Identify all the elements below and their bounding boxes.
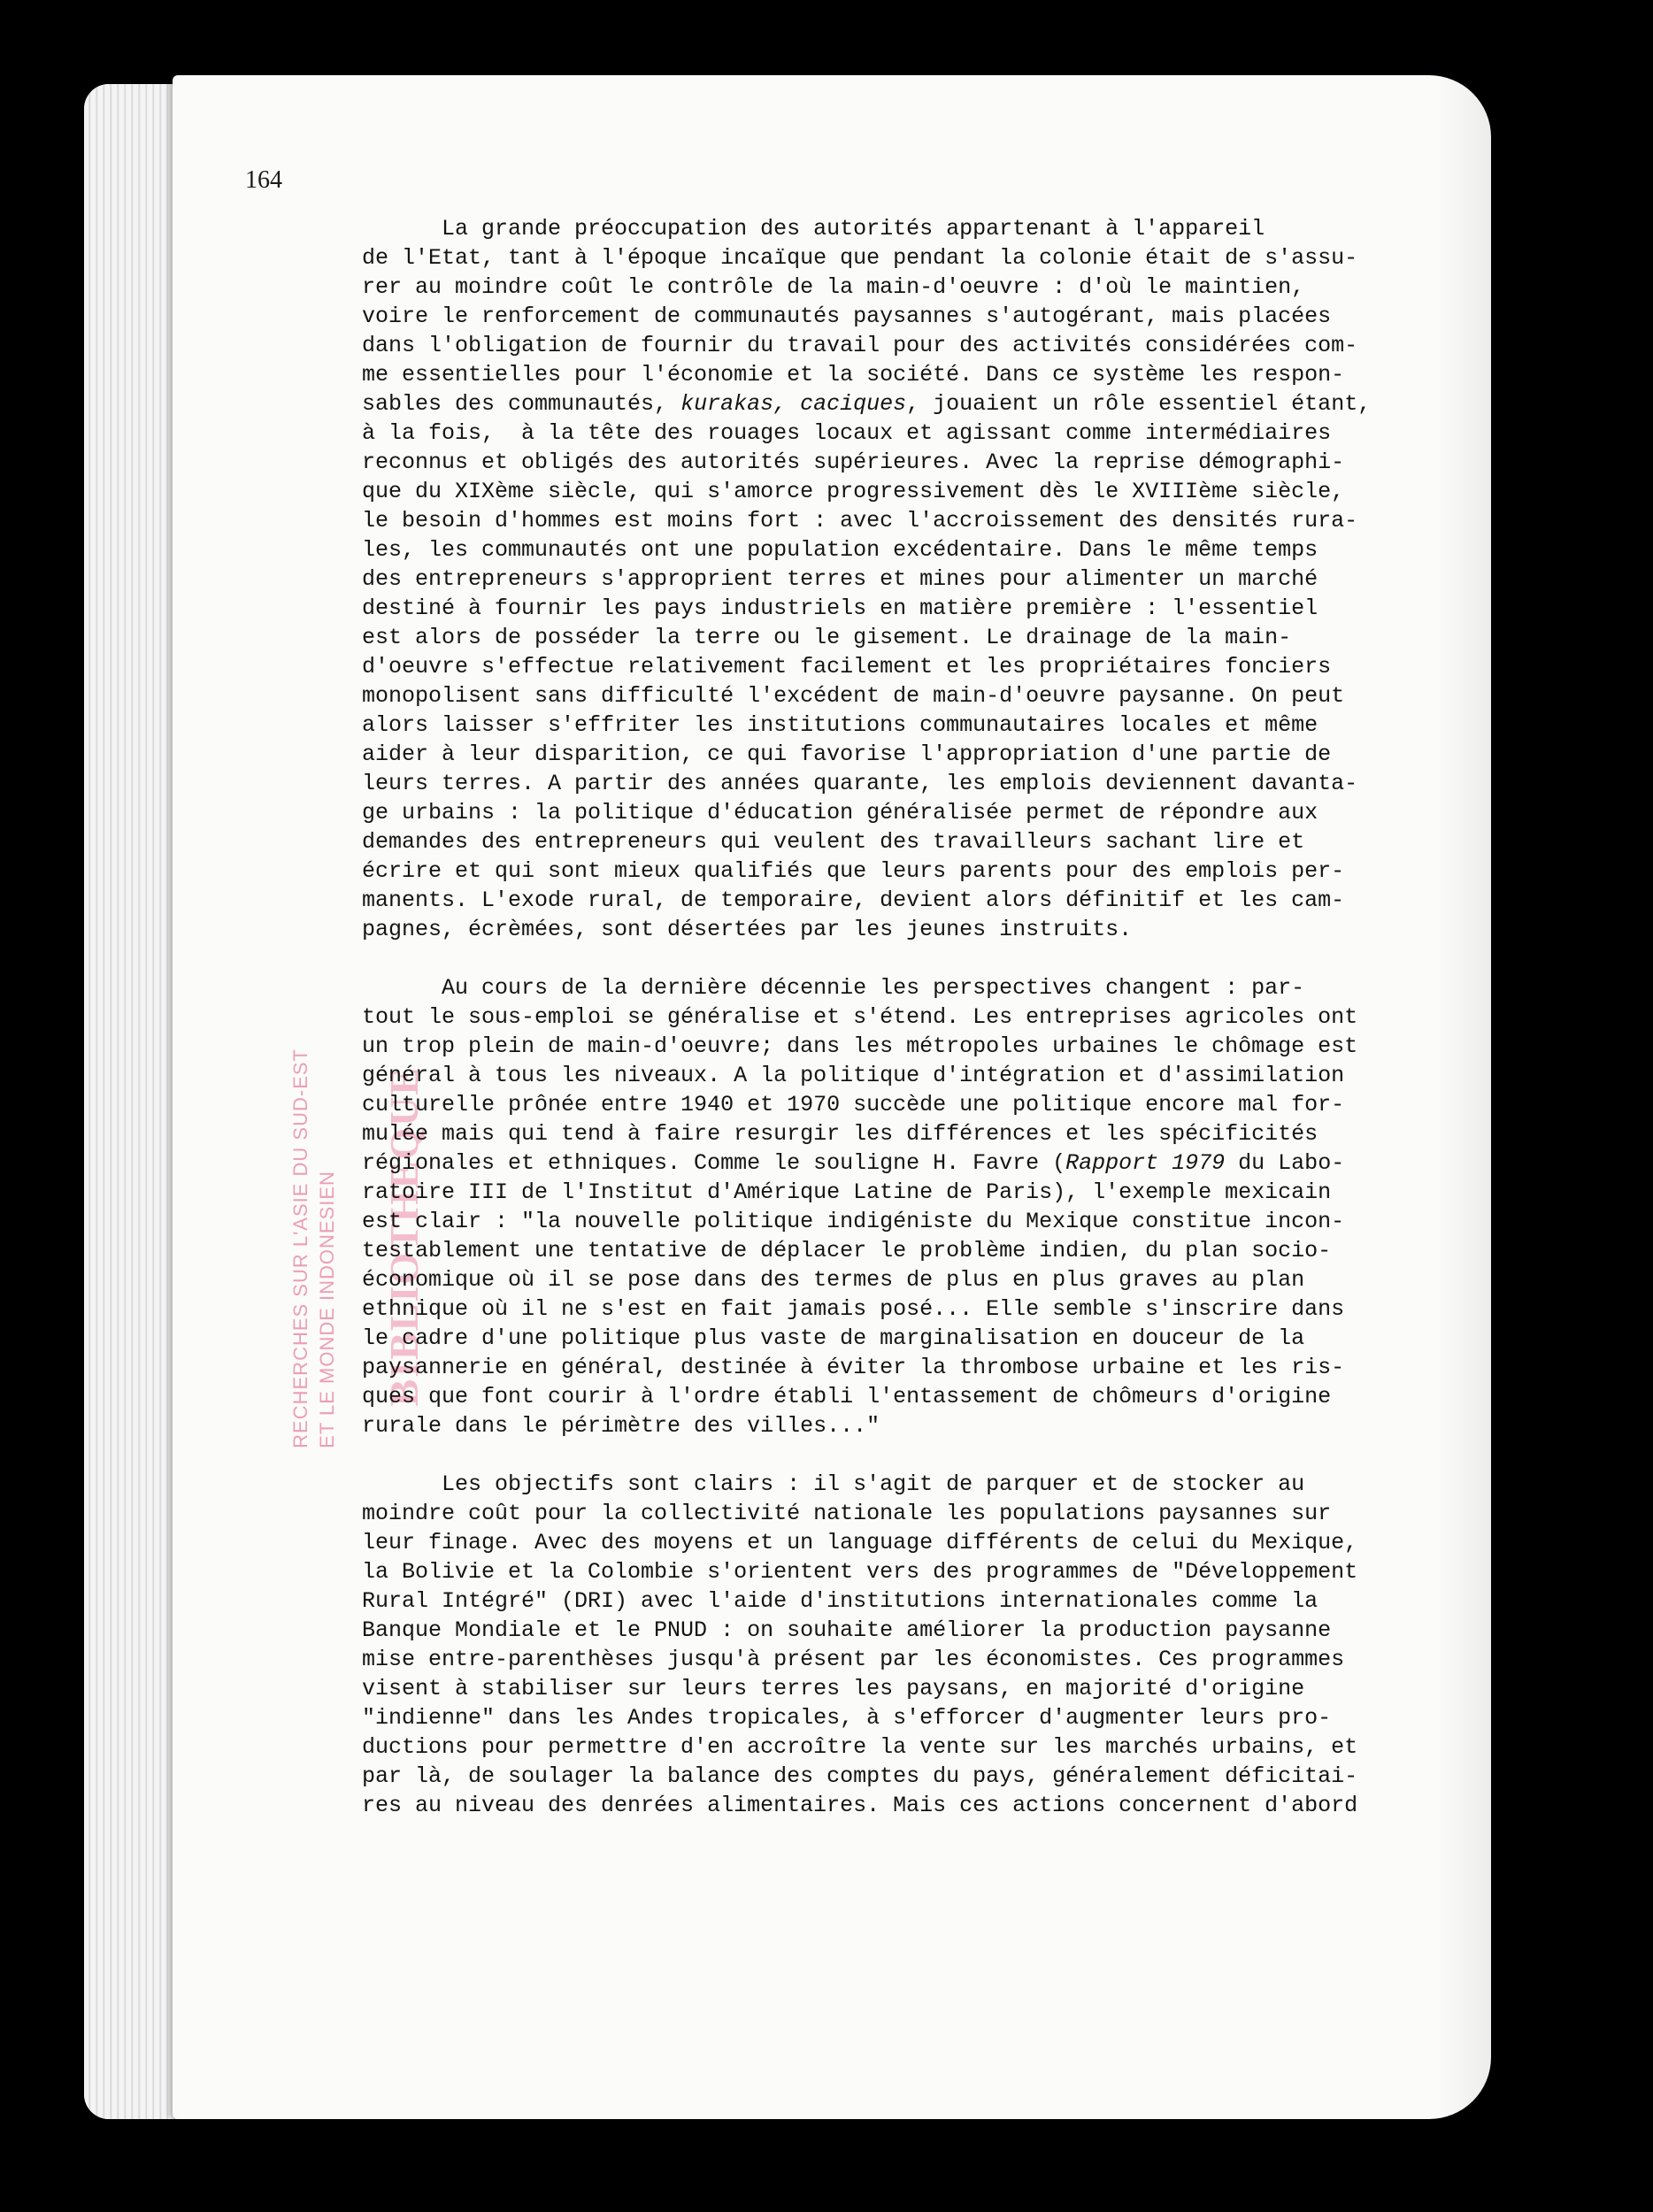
text-line: de l'Etat, tant à l'époque incaïque que pendant la colonie était de s'assu-	[362, 245, 1358, 271]
text-line: régionales et ethniques. Comme le souligne H. Favre (Rapport 1979 du Labo-	[362, 1150, 1345, 1176]
text-line: reconnus et obligés des autorités supérieures. Avec la reprise démographi-	[362, 449, 1345, 475]
text-line: général à tous les niveaux. A la politique d'intégration et d'assimilation	[362, 1063, 1345, 1088]
text-line: paysannerie en général, destinée à éviter la thrombose urbaine et les ris-	[362, 1355, 1345, 1380]
text-line: est clair : "la nouvelle politique indigéniste du Mexique constitue incon-	[362, 1209, 1345, 1234]
text-line: tout le sous-emploi se généralise et s'étend. Les entreprises agricoles ont	[362, 1004, 1358, 1030]
text-line: à la fois, à la tête des rouages locaux et agissant comme intermédiaires	[362, 420, 1332, 446]
library-stamp-title: BIBLIOTHEQUE	[381, 1066, 427, 1407]
library-stamp	[288, 1048, 341, 1448]
body-text	[362, 214, 1459, 1820]
text-line: me essentielles pour l'économie et la société. Dans ce système les respon-	[362, 362, 1345, 388]
text-line: manents. L'exode rural, de temporaire, devient alors définitif et les cam-	[362, 887, 1345, 913]
text-line: demandes des entrepreneurs qui veulent des travailleurs sachant lire et	[362, 829, 1305, 855]
text-line: ductions pour permettre d'en accroître la vente sur les marchés urbains, et	[362, 1734, 1358, 1760]
text-line: leurs terres. A partir des années quarante, les emplois deviennent davanta-	[362, 771, 1358, 796]
text-line: ratoire III de l'Institut d'Amérique Latine de Paris), l'exemple mexicain	[362, 1179, 1332, 1205]
text-line: que du XIXème siècle, qui s'amorce progressivement dès le XVIIIème siècle,	[362, 479, 1345, 504]
text-line: le cadre d'une politique plus vaste de marginalisation en douceur de la	[362, 1325, 1305, 1351]
text-line: "indienne" dans les Andes tropicales, à s'efforcer d'augmenter leurs pro-	[362, 1705, 1332, 1731]
emphasized-term: kurakas, caciques	[680, 391, 907, 417]
text-line: Banque Mondiale et le PNUD : on souhaite améliorer la production paysanne	[362, 1617, 1332, 1643]
text-line: par là, de soulager la balance des comptes du pays, généralement déficitai-	[362, 1763, 1358, 1789]
text-line: culturelle prônée entre 1940 et 1970 succède une politique encore mal for-	[362, 1092, 1345, 1118]
text-line: mulée mais qui tend à faire resurgir les différences et les spécificités	[362, 1121, 1319, 1147]
text-line: les, les communautés ont une population excédentaire. Dans le même temps	[362, 537, 1319, 563]
text-line: ge urbains : la politique d'éducation généralisée permet de répondre aux	[362, 800, 1319, 826]
text-line: testablement une tentative de déplacer le problème indien, du plan socio-	[362, 1238, 1332, 1263]
text-line: mise entre-parenthèses jusqu'à présent par les économistes. Ces programmes	[362, 1647, 1345, 1672]
text-line: rer au moindre coût le contrôle de la main-d'oeuvre : d'où le maintien,	[362, 274, 1305, 300]
text-line: La grande préoccupation des autorités appartenant à l'appareil	[362, 216, 1265, 242]
text-line: moindre coût pour la collectivité nationale les populations paysannes sur	[362, 1501, 1332, 1526]
text-line: Rural Intégré" (DRI) avec l'aide d'institutions internationales comme la	[362, 1588, 1319, 1614]
text-line: rurale dans le périmètre des villes..."	[362, 1413, 880, 1439]
text-line: un trop plein de main-d'oeuvre; dans les métropoles urbaines le chômage est	[362, 1033, 1358, 1059]
text-line: ethnique où il ne s'est en fait jamais posé... Elle semble s'inscrire dans	[362, 1296, 1345, 1322]
text-line: res au niveau des denrées alimentaires. Mais ces actions concernent d'abord	[362, 1793, 1358, 1818]
paragraph-3	[362, 1470, 1459, 1820]
text-line: ques que font courir à l'ordre établi l'entassement de chômeurs d'origine	[362, 1384, 1332, 1409]
text-line: aider à leur disparition, ce qui favorise l'appropriation d'une partie de	[362, 741, 1332, 767]
page-number: 164	[245, 166, 282, 194]
text-line: des entrepreneurs s'approprient terres et mines pour alimenter un marché	[362, 566, 1319, 592]
text-line: visent à stabiliser sur leurs terres les paysans, en majorité d'origine	[362, 1676, 1305, 1701]
text-line: pagnes, écrèmées, sont désertées par les jeunes instruits.	[362, 917, 1133, 942]
text-line: voire le renforcement de communautés paysannes s'autogérant, mais placées	[362, 303, 1332, 329]
text-line: est alors de posséder la terre ou le gisement. Le drainage de la main-	[362, 625, 1292, 650]
stamp-line-1: RECHERCHES SUR L'ASIE DU SUD-EST	[289, 1048, 311, 1448]
text-line: Au cours de la dernière décennie les perspectives changent : par-	[362, 975, 1305, 1001]
text-line: sables des communautés, kurakas, caciques, jouaient un rôle essentiel étant,	[362, 391, 1372, 417]
text-line: dans l'obligation de fournir du travail pour des activités considérées com-	[362, 333, 1358, 358]
text-line: monopolisent sans difficulté l'excédent de main-d'oeuvre paysanne. On peut	[362, 683, 1345, 709]
paragraph-2	[362, 973, 1459, 1440]
text-line: leur finage. Avec des moyens et un language différents de celui du Mexique,	[362, 1530, 1358, 1555]
emphasized-term: Rapport 1979	[1065, 1150, 1226, 1176]
paragraph-1	[362, 214, 1459, 944]
text-line: alors laisser s'effriter les institutions communautaires locales et même	[362, 712, 1319, 738]
text-line: la Bolivie et la Colombie s'orientent vers des programmes de "Développement	[362, 1559, 1358, 1585]
text-line: écrire et qui sont mieux qualifiés que leurs parents pour des emplois per-	[362, 858, 1345, 884]
text-line: Les objectifs sont clairs : il s'agit de parquer et de stocker au	[362, 1471, 1305, 1497]
stamp-line-2: ET LE MONDE INDONESIEN	[316, 1171, 338, 1448]
text-line: le besoin d'hommes est moins fort : avec l'accroissement des densités rura-	[362, 508, 1358, 534]
text-line: destiné à fournir les pays industriels en matière première : l'essentiel	[362, 595, 1319, 621]
text-line: d'oeuvre s'effectue relativement facilement et les propriétaires fonciers	[362, 654, 1332, 680]
text-line: économique où il se pose dans des termes de plus en plus graves au plan	[362, 1267, 1305, 1293]
